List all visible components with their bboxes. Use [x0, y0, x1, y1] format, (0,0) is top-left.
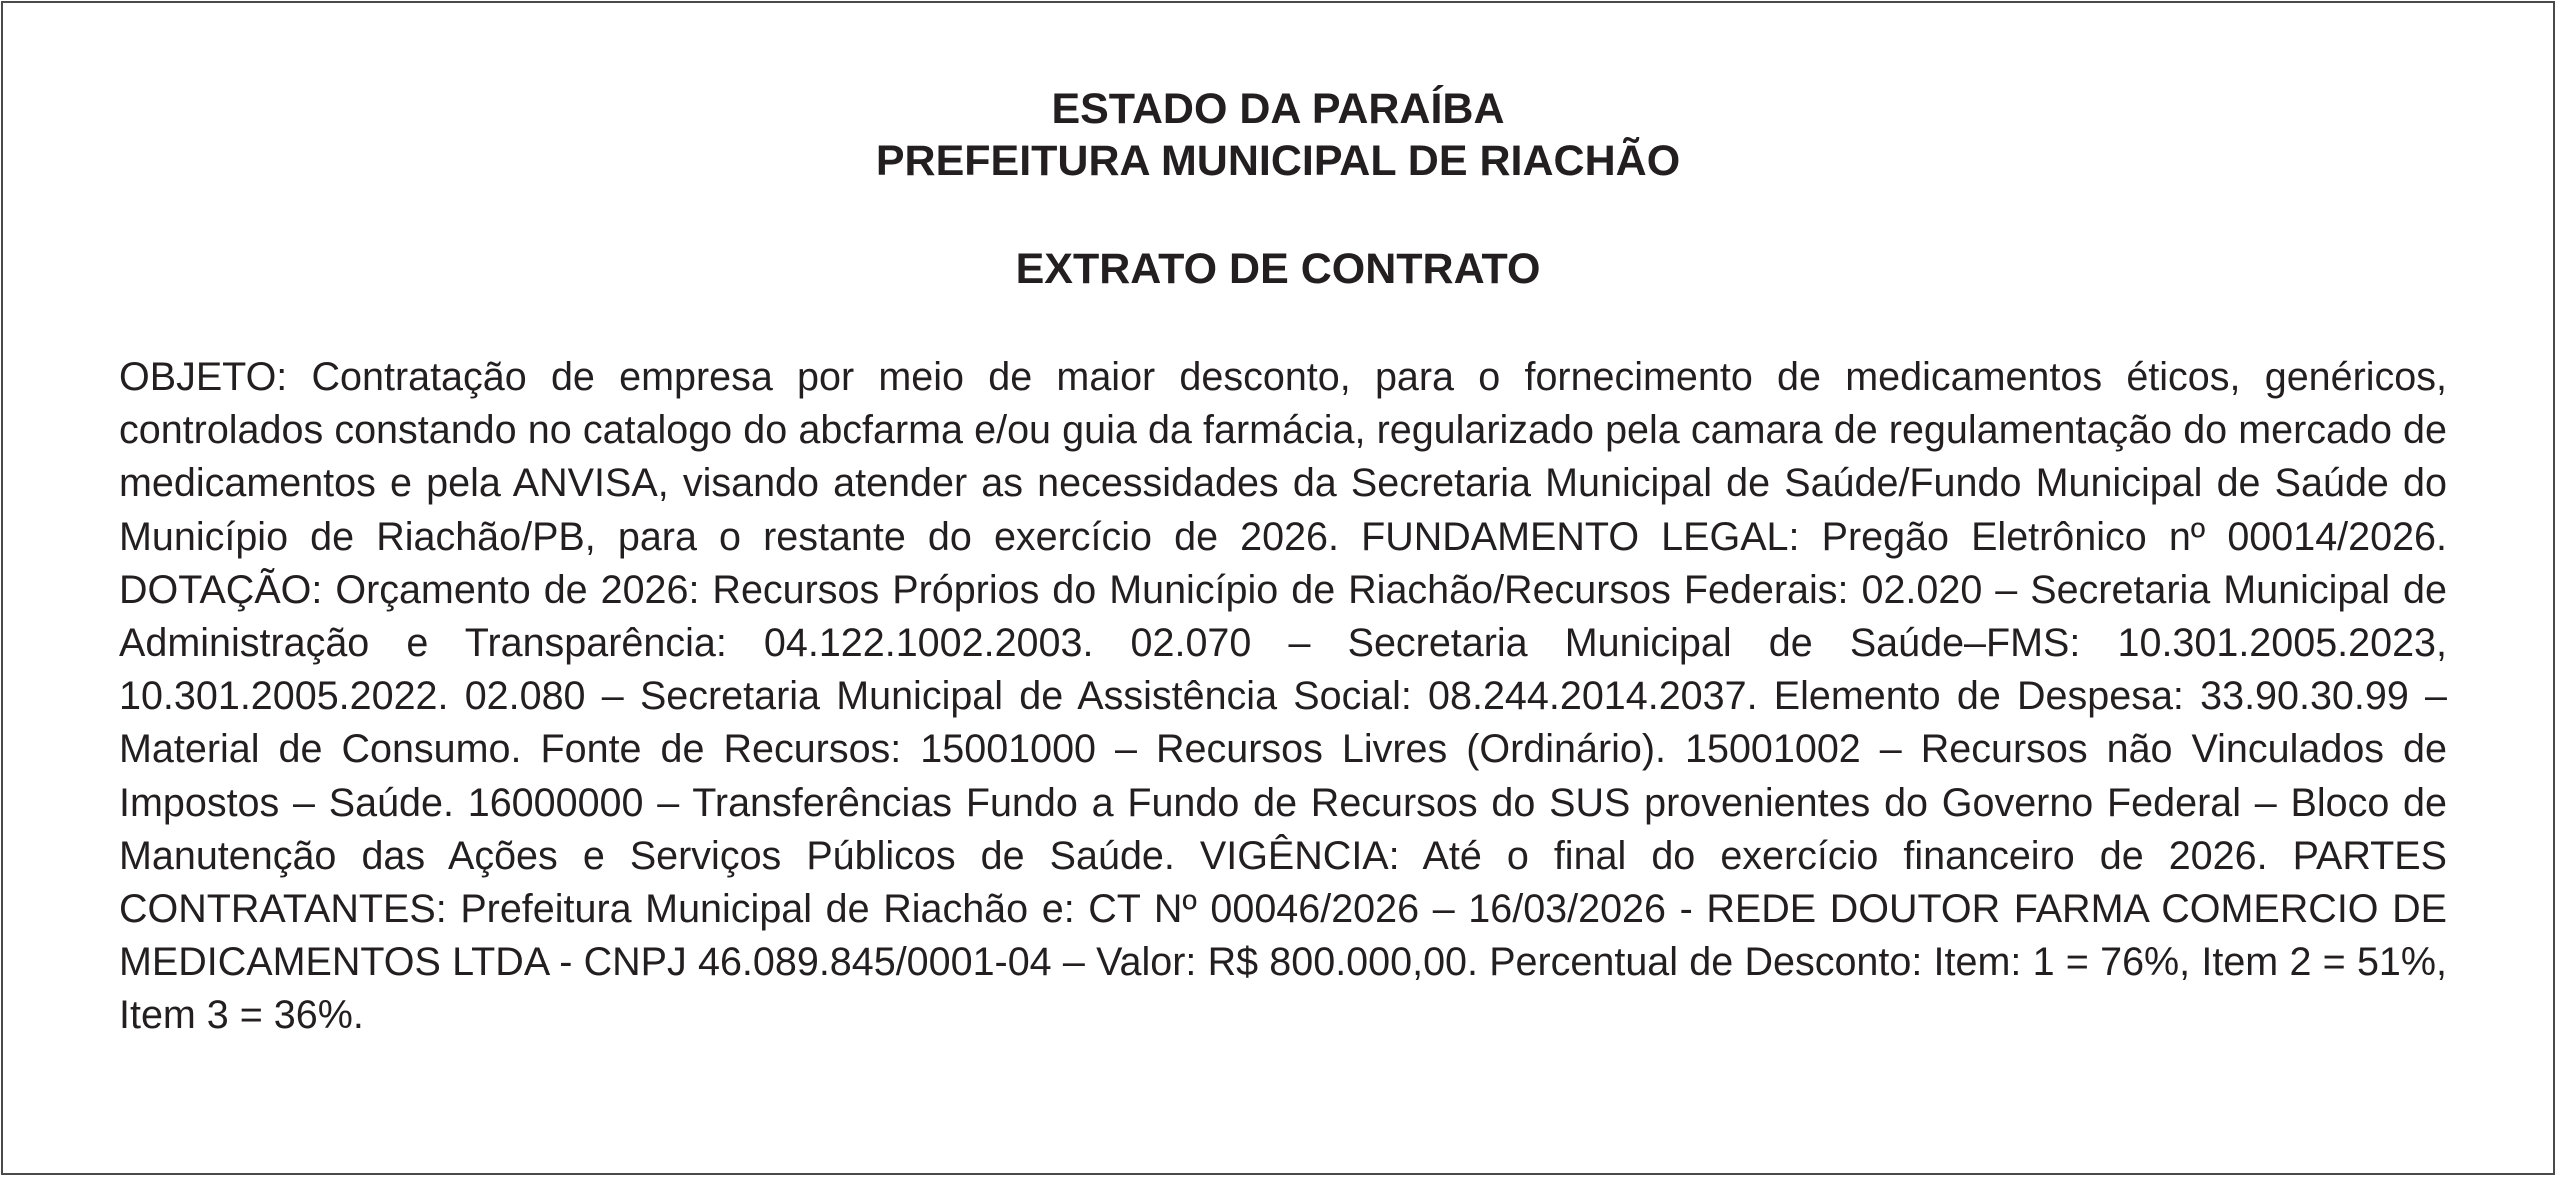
- document-header: [3, 83, 2553, 187]
- document-frame: [1, 1, 2555, 1175]
- state-heading: ESTADO DA PARAÍBA: [1051, 85, 1505, 133]
- municipality-heading: PREFEITURA MUNICIPAL DE RIACHÃO: [875, 137, 1681, 185]
- document-title: EXTRATO DE CONTRATO: [1015, 245, 1541, 293]
- contract-extract-body: OBJETO: Contratação de empresa por meio de maior desconto, para o fornecimento de medicamentos éticos, genéricos, controlados constando no catalogo do abcfarma e/ou guia da farmácia, regularizado pela camara de regulamentação do mercado de medicamentos e pela ANVISA, visando atender as necessidades da Secretaria Municipal de Saúde/Fundo Municipal de Saúde do Município de Riachão/PB, para o restante do exercício de 2026. FUNDAMENTO LEGAL: Pregão Eletrônico nº 00014/2026. DOTAÇÃO: Orçamento de 2026: Recursos Próprios do Município de Riachão/Recursos Federais: 02.020 – Secretaria Municipal de Administração e Transparência: 04.122.1002.2003. 02.070 – Secretaria Municipal de Saúde–FMS: 10.301.2005.2023, 10.301.2005.2022. 02.080 – Secretaria Municipal de Assistência Social: 08.244.2014.2037. Elemento de Despesa: 33.90.30.99 – Material de Consumo. Fonte de Recursos: 15001000 – Recursos Livres (Ordinário). 15001002 – Recursos não Vinculados de Impostos – Saúde. 16000000 – Transferências Fundo a Fundo de Recursos do SUS provenientes do Governo Federal – Bloco de Manutenção das Ações e Serviços Públicos de Saúde. VIGÊNCIA: Até o final do exercício financeiro de 2026. PARTES CONTRATANTES: Prefeitura Municipal de Riachão e: CT Nº 00046/2026 – 16/03/2026 - REDE DOUTOR FARMA COMERCIO DE MEDICAMENTOS LTDA - CNPJ 46.089.845/0001-04 – Valor: R$ 800.000,00. Percentual de Desconto: Item: 1 = 76%, Item 2 = 51%, Item 3 = 36%.: [119, 355, 2447, 1038]
